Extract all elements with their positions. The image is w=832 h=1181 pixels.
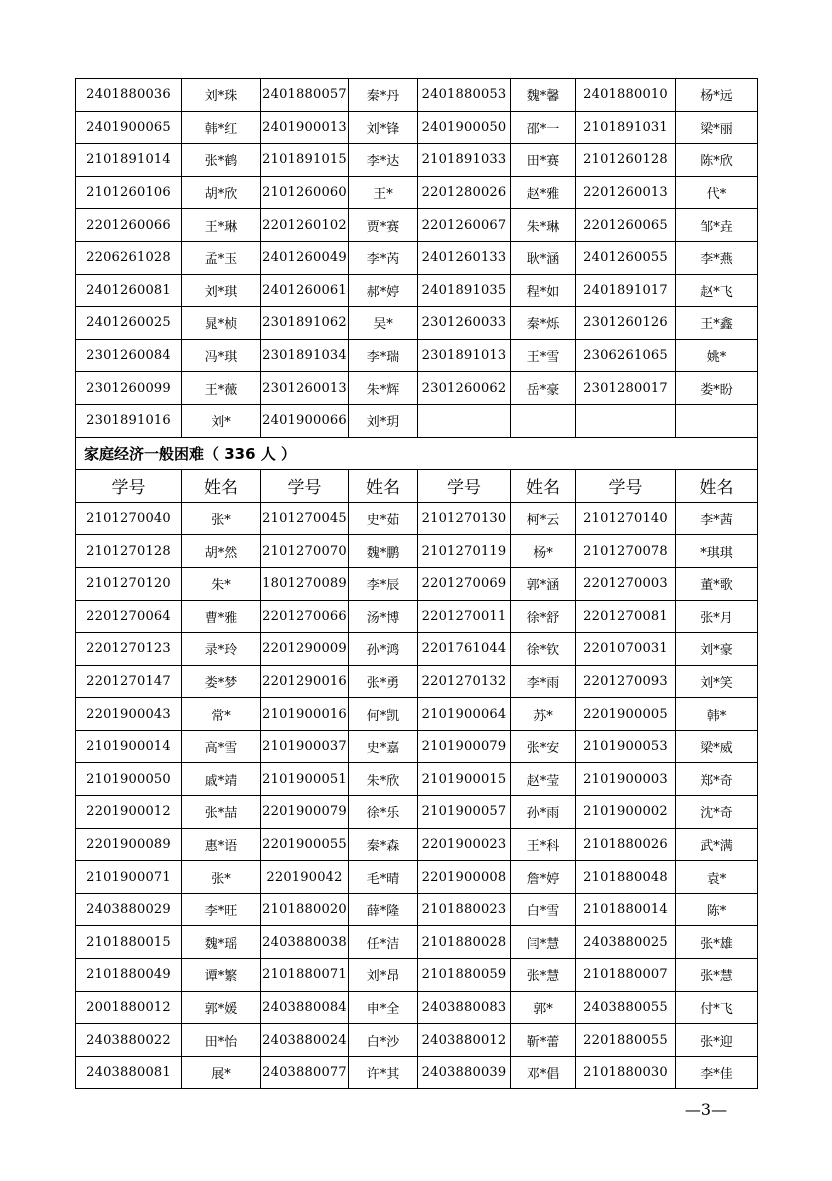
student-name-cell: 代* [676,176,758,209]
student-name-cell: 李*旺 [182,893,261,926]
student-id-cell: 2201270132 [418,665,511,698]
student-name-cell: 朱*欣 [349,763,418,796]
student-id-cell: 2101900016 [261,698,349,731]
student-id-cell: 2101900079 [418,730,511,763]
table-row [76,209,758,242]
student-id-cell: 2401260133 [418,241,511,274]
student-id-cell: 2101900053 [576,730,676,763]
table-row [76,796,758,829]
student-name-cell: 张* [182,861,261,894]
student-name-cell: 魏*馨 [511,79,576,112]
student-name-cell: 戚*靖 [182,763,261,796]
student-name-cell: 孙*雨 [511,796,576,829]
student-name-cell: 陈*欣 [676,144,758,177]
student-id-cell: 2101270070 [261,535,349,568]
student-id-cell: 2201270093 [576,665,676,698]
student-id-cell: 2001880012 [76,991,182,1024]
student-id-cell: 2403880022 [76,1024,182,1057]
student-id-cell: 2101900003 [576,763,676,796]
student-id-cell: 2201270069 [418,567,511,600]
student-name-cell: 朱* [182,567,261,600]
student-id-cell: 2101880028 [418,926,511,959]
student-id-cell: 2101880023 [418,893,511,926]
student-id-cell: 2101880015 [76,926,182,959]
student-name-cell: 赵*雅 [511,176,576,209]
student-id-cell: 2401891035 [418,274,511,307]
table-row [76,339,758,372]
student-id-cell: 2101260060 [261,176,349,209]
student-id-cell: 2201270147 [76,665,182,698]
student-name-cell: 张*月 [676,600,758,633]
student-id-cell: 2101270040 [76,502,182,535]
student-name-cell: 刘* [182,404,261,437]
student-name-cell: 武*满 [676,828,758,861]
student-name-cell: 刘*锋 [349,111,418,144]
student-name-cell [511,404,576,437]
student-id-cell: 2201761044 [418,633,511,666]
student-id-cell: 2401260081 [76,274,182,307]
student-name-cell: 郝*婷 [349,274,418,307]
table-row [76,307,758,340]
student-name-cell: 娄*梦 [182,665,261,698]
student-name-cell: 张*喆 [182,796,261,829]
student-id-cell: 2403880081 [76,1056,182,1089]
header-name: 姓名 [349,470,418,503]
student-id-cell: 2101880020 [261,893,349,926]
student-name-cell: 郭*涵 [511,567,576,600]
student-name-cell: 王*科 [511,828,576,861]
student-name-cell: 孙*鸿 [349,633,418,666]
student-name-cell: 李*芮 [349,241,418,274]
student-id-cell: 2201900005 [576,698,676,731]
student-name-cell: 杨* [511,535,576,568]
header-student-id: 学号 [76,470,182,503]
student-name-cell: 谭*繁 [182,959,261,992]
student-id-cell: 2201900012 [76,796,182,829]
student-id-cell: 2101880059 [418,959,511,992]
student-name-cell: 申*全 [349,991,418,1024]
student-id-cell: 2301260062 [418,372,511,405]
student-id-cell: 2401880036 [76,79,182,112]
student-name-cell: 刘*笑 [676,665,758,698]
table-row [76,763,758,796]
student-id-cell: 2201270081 [576,600,676,633]
student-name-cell: 展* [182,1056,261,1089]
student-name-cell: 邹*垚 [676,209,758,242]
student-id-cell: 2403880024 [261,1024,349,1057]
student-id-cell: 2201260013 [576,176,676,209]
student-name-cell: 吴* [349,307,418,340]
header-student-id: 学号 [418,470,511,503]
student-name-cell: 詹*婷 [511,861,576,894]
table-row [76,144,758,177]
student-id-cell: 2401260061 [261,274,349,307]
student-name-cell: 张*慧 [511,959,576,992]
student-name-cell: 汤*博 [349,600,418,633]
student-id-cell: 2101260106 [76,176,182,209]
table-row [76,665,758,698]
student-id-cell: 2401880057 [261,79,349,112]
table-row [76,926,758,959]
student-name-cell: 魏*鹏 [349,535,418,568]
table-row [76,404,758,437]
student-id-cell: 2101270128 [76,535,182,568]
table-row [76,372,758,405]
student-name-cell: 张*鹤 [182,144,261,177]
student-name-cell: 王*薇 [182,372,261,405]
student-name-cell: 闫*慧 [511,926,576,959]
student-id-cell: 2403880055 [576,991,676,1024]
table-row [76,111,758,144]
student-name-cell: 陈* [676,893,758,926]
student-id-cell: 2201280026 [418,176,511,209]
student-id-cell: 2101891033 [418,144,511,177]
student-name-cell: 徐*乐 [349,796,418,829]
student-id-cell: 2101880007 [576,959,676,992]
student-id-cell: 2301280017 [576,372,676,405]
student-name-cell: 王*鑫 [676,307,758,340]
header-student-id: 学号 [261,470,349,503]
student-id-cell: 2101891014 [76,144,182,177]
student-id-cell: 2401880053 [418,79,511,112]
student-name-cell: 沈*奇 [676,796,758,829]
student-id-cell: 2403880039 [418,1056,511,1089]
student-name-cell: 魏*瑶 [182,926,261,959]
top-section-body [76,79,758,438]
header-name: 姓名 [676,470,758,503]
student-name-cell: 白*沙 [349,1024,418,1057]
student-name-cell: 曹*雅 [182,600,261,633]
student-name-cell: 张*雄 [676,926,758,959]
student-id-cell: 2101270119 [418,535,511,568]
student-name-cell: 韩* [676,698,758,731]
student-name-cell: 胡*然 [182,535,261,568]
student-name-cell: 赵*飞 [676,274,758,307]
student-id-cell: 2201900079 [261,796,349,829]
student-name-cell: 白*雪 [511,893,576,926]
student-name-cell: 高*雪 [182,730,261,763]
student-name-cell: 许*其 [349,1056,418,1089]
student-id-cell: 2201290016 [261,665,349,698]
student-name-cell: 王* [349,176,418,209]
student-name-cell: 秦*丹 [349,79,418,112]
student-id-cell: 2401891017 [576,274,676,307]
student-name-cell: 李*瑞 [349,339,418,372]
student-id-cell: 2201260102 [261,209,349,242]
student-id-cell: 2401900013 [261,111,349,144]
student-id-cell: 2401900066 [261,404,349,437]
student-id-cell: 2201270064 [76,600,182,633]
student-id-cell: 2101900015 [418,763,511,796]
student-name-cell: 杨*远 [676,79,758,112]
student-id-cell: 220190042 [261,861,349,894]
student-name-cell: 程*如 [511,274,576,307]
student-name-cell: 田*赛 [511,144,576,177]
student-name-cell: 田*怡 [182,1024,261,1057]
student-name-cell: 秦*烁 [511,307,576,340]
student-id-cell: 2301891016 [76,404,182,437]
student-id-cell: 2101270130 [418,502,511,535]
student-name-cell: 刘*琪 [182,274,261,307]
student-id-cell: 2101270120 [76,567,182,600]
student-id-cell: 2101900037 [261,730,349,763]
table-row [76,600,758,633]
student-id-cell: 2101880026 [576,828,676,861]
student-id-cell: 2401900050 [418,111,511,144]
student-id-cell: 2403880077 [261,1056,349,1089]
student-id-cell: 2403880029 [76,893,182,926]
student-name-cell: 柯*云 [511,502,576,535]
student-id-cell: 2301260126 [576,307,676,340]
student-name-cell: 张*安 [511,730,576,763]
table-row [76,79,758,112]
student-id-cell: 2401260055 [576,241,676,274]
student-name-cell: 任*洁 [349,926,418,959]
column-header-row [76,470,758,503]
student-name-cell: 冯*琪 [182,339,261,372]
student-id-cell: 2201270123 [76,633,182,666]
student-name-cell: 朱*琳 [511,209,576,242]
student-name-cell: 邵*一 [511,111,576,144]
student-name-cell: 胡*欣 [182,176,261,209]
student-name-cell: 刘*豪 [676,633,758,666]
student-name-cell: 张*慧 [676,959,758,992]
student-list-table [75,78,758,1089]
table-row [76,1024,758,1057]
student-id-cell: 2101900071 [76,861,182,894]
student-name-cell: 李*燕 [676,241,758,274]
student-name-cell: 惠*语 [182,828,261,861]
student-id-cell: 2201260067 [418,209,511,242]
student-id-cell: 2401260025 [76,307,182,340]
student-id-cell: 1801270089 [261,567,349,600]
student-name-cell: 秦*森 [349,828,418,861]
table-row [76,502,758,535]
student-name-cell: 朱*辉 [349,372,418,405]
student-name-cell: 何*凯 [349,698,418,731]
student-id-cell: 2301891062 [261,307,349,340]
student-name-cell [676,404,758,437]
student-name-cell: 徐*舒 [511,600,576,633]
table-row [76,274,758,307]
student-id-cell: 2301260099 [76,372,182,405]
table-row [76,567,758,600]
table-row [76,730,758,763]
student-name-cell: 姚* [676,339,758,372]
student-id-cell: 2101270078 [576,535,676,568]
student-name-cell: 耿*涵 [511,241,576,274]
student-name-cell: 岳*豪 [511,372,576,405]
student-id-cell: 2201900055 [261,828,349,861]
student-name-cell: 张*勇 [349,665,418,698]
student-id-cell: 2201260066 [76,209,182,242]
student-name-cell: 袁* [676,861,758,894]
student-name-cell: 李*达 [349,144,418,177]
student-id-cell: 2206261028 [76,241,182,274]
table-row [76,828,758,861]
student-id-cell: 2101900050 [76,763,182,796]
student-id-cell: 2201900089 [76,828,182,861]
table-row [76,893,758,926]
student-id-cell: 2306261065 [576,339,676,372]
student-id-cell: 2301891034 [261,339,349,372]
student-name-cell: 李*茜 [676,502,758,535]
header-student-id: 学号 [576,470,676,503]
student-id-cell: 2101900014 [76,730,182,763]
student-id-cell: 2201900008 [418,861,511,894]
student-id-cell: 2201070031 [576,633,676,666]
student-name-cell: *琪琪 [676,535,758,568]
student-id-cell: 2101900064 [418,698,511,731]
student-id-cell: 2101891031 [576,111,676,144]
student-name-cell: 梁*威 [676,730,758,763]
student-id-cell: 2101900057 [418,796,511,829]
student-id-cell: 2101880048 [576,861,676,894]
general-difficulty-body [76,502,758,1089]
student-name-cell: 赵*莹 [511,763,576,796]
student-id-cell: 2201270011 [418,600,511,633]
student-id-cell: 2101270045 [261,502,349,535]
table-row [76,861,758,894]
student-id-cell: 2101900002 [576,796,676,829]
student-name-cell: 靳*蕾 [511,1024,576,1057]
student-name-cell: 郑*奇 [676,763,758,796]
student-id-cell: 2101880071 [261,959,349,992]
student-name-cell: 王*琳 [182,209,261,242]
student-name-cell: 史*茹 [349,502,418,535]
table-row [76,633,758,666]
student-name-cell: 史*嘉 [349,730,418,763]
student-id-cell: 2101260128 [576,144,676,177]
table-row [76,176,758,209]
student-id-cell: 2403880012 [418,1024,511,1057]
student-name-cell: 常* [182,698,261,731]
student-id-cell: 2401880010 [576,79,676,112]
student-name-cell: 王*雪 [511,339,576,372]
table-row [76,959,758,992]
student-id-cell: 2403880084 [261,991,349,1024]
student-id-cell: 2201900043 [76,698,182,731]
student-name-cell: 付*飞 [676,991,758,1024]
student-name-cell: 晁*桢 [182,307,261,340]
table-row [76,535,758,568]
student-id-cell: 2301260013 [261,372,349,405]
student-id-cell: 2403880038 [261,926,349,959]
section-title-row [76,437,758,470]
student-id-cell: 2403880083 [418,991,511,1024]
student-id-cell [418,404,511,437]
student-name-cell: 梁*丽 [676,111,758,144]
student-name-cell: 刘*珠 [182,79,261,112]
student-name-cell: 刘*玥 [349,404,418,437]
table-row [76,241,758,274]
header-name: 姓名 [182,470,261,503]
student-id-cell: 2201270066 [261,600,349,633]
student-name-cell: 刘*昂 [349,959,418,992]
student-name-cell: 李*雨 [511,665,576,698]
table-row [76,991,758,1024]
student-id-cell: 2101880030 [576,1056,676,1089]
student-name-cell: 董*歌 [676,567,758,600]
student-id-cell: 2301891013 [418,339,511,372]
table-row [76,698,758,731]
student-id-cell: 2201260065 [576,209,676,242]
student-name-cell: 徐*钦 [511,633,576,666]
student-id-cell: 2201900023 [418,828,511,861]
student-id-cell: 2401260049 [261,241,349,274]
section-title: 家庭经济一般困难（ 336 人 ） [76,437,758,470]
student-id-cell: 2101900051 [261,763,349,796]
student-name-cell: 苏* [511,698,576,731]
header-name: 姓名 [511,470,576,503]
student-id-cell: 2301260033 [418,307,511,340]
student-name-cell: 郭*媛 [182,991,261,1024]
student-name-cell: 邓*倡 [511,1056,576,1089]
student-name-cell: 李*佳 [676,1056,758,1089]
student-id-cell [576,404,676,437]
student-id-cell: 2201880055 [576,1024,676,1057]
student-id-cell: 2201290009 [261,633,349,666]
student-name-cell: 毛*晴 [349,861,418,894]
student-name-cell: 张* [182,502,261,535]
student-id-cell: 2403880025 [576,926,676,959]
student-id-cell: 2101880049 [76,959,182,992]
student-name-cell: 薛*隆 [349,893,418,926]
student-id-cell: 2201270003 [576,567,676,600]
student-id-cell: 2401900065 [76,111,182,144]
student-id-cell: 2101880014 [576,893,676,926]
student-id-cell: 2301260084 [76,339,182,372]
student-name-cell: 郭* [511,991,576,1024]
student-id-cell: 2101891015 [261,144,349,177]
student-name-cell: 韩*红 [182,111,261,144]
page-number: —3— [684,1100,728,1119]
student-name-cell: 李*辰 [349,567,418,600]
student-name-cell: 录*玲 [182,633,261,666]
student-name-cell: 贾*赛 [349,209,418,242]
student-name-cell: 孟*玉 [182,241,261,274]
student-id-cell: 2101270140 [576,502,676,535]
section-header-body [76,437,758,502]
student-name-cell: 娄*盼 [676,372,758,405]
student-name-cell: 张*迎 [676,1024,758,1057]
table-row [76,1056,758,1089]
